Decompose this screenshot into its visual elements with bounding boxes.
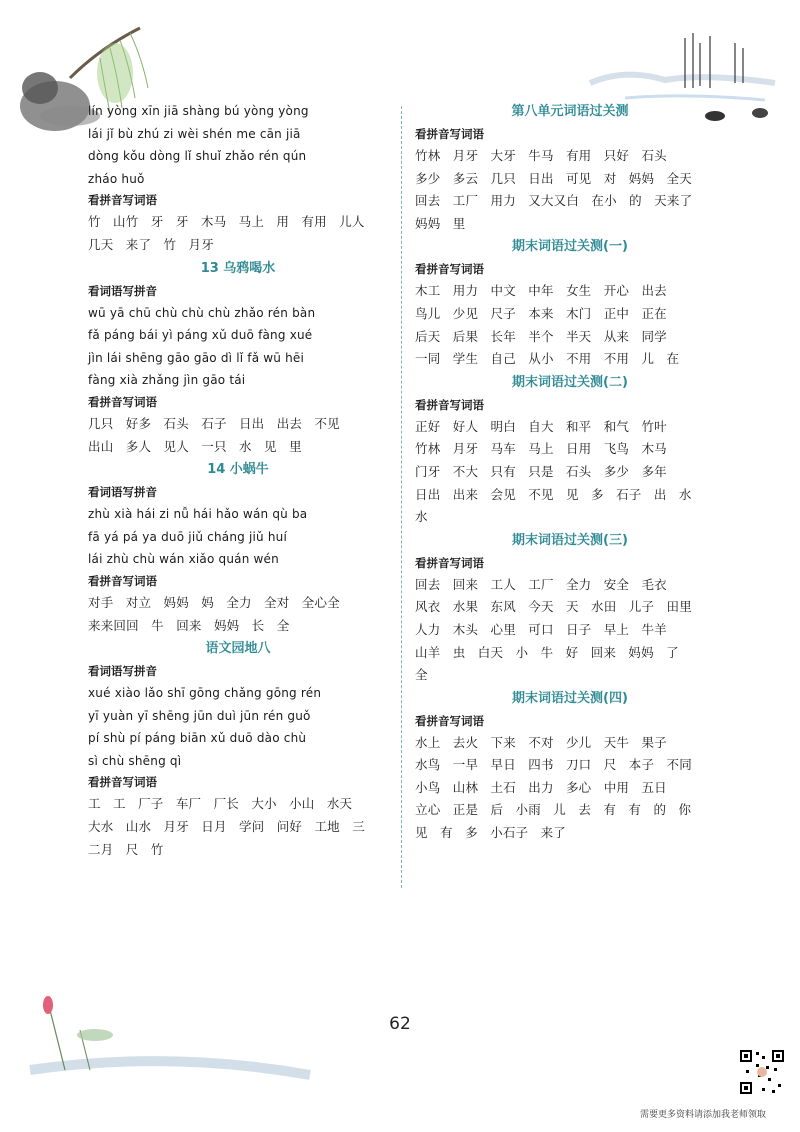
right-column — [415, 100, 725, 845]
section-title: 期末词语过关测(二) — [512, 374, 628, 390]
pinyin-line: fā yá pá ya duō jiǔ cháng jiǔ huí — [88, 529, 288, 544]
section-title: 期末词语过关测(一) — [512, 239, 628, 255]
pinyin-line: xué xiào lǎo shī gōng chǎng gōng rén — [88, 686, 322, 701]
word-line: 立心 正是 后 小雨 儿 去 有 有 的 你 — [415, 802, 692, 818]
footer-note: 需要更多资料请添加我老师领取 — [639, 1110, 766, 1120]
word-line: 妈妈 里 — [415, 215, 466, 231]
word-line: 二月 尺 竹 — [88, 841, 164, 857]
pinyin-line: lái jǐ bù zhú zi wèi shén me cān jiā — [88, 126, 301, 141]
word-line: 木工 用力 中文 中年 女生 开心 出去 — [415, 283, 667, 299]
section-title: 期末词语过关测(三) — [512, 532, 628, 548]
exercise-label: 看拼音写词语 — [88, 394, 157, 409]
left-column — [88, 100, 388, 861]
pinyin-line: sì chù shēng qì — [88, 753, 182, 768]
word-line: 全 — [415, 667, 428, 683]
word-line: 竹林 月牙 大牙 牛马 有用 只好 石头 — [415, 148, 667, 163]
word-line: 回去 回来 工人 工厂 全力 安全 毛衣 — [415, 576, 667, 592]
word-line: 正好 好人 明白 自大 和平 和气 竹叶 — [415, 418, 667, 434]
word-line: 多少 多云 几只 日出 可见 对 妈妈 全天 — [415, 170, 692, 186]
word-line: 门牙 不大 只有 只是 石头 多少 多年 — [415, 463, 667, 479]
pinyin-line: yī yuàn yī shēng jūn duì jūn rén guǒ — [88, 708, 311, 723]
word-line: 出山 多人 见人 一只 水 见 里 — [88, 438, 302, 454]
section-title: 13 乌鸦喝水 — [200, 260, 276, 276]
pinyin-line: jìn lái shēng gāo gāo dì lǐ fǎ wū hēi — [88, 350, 305, 365]
exercise-label: 看拼音写词语 — [415, 262, 484, 277]
pinyin-line: zháo huǒ — [88, 171, 145, 186]
pinyin-line: fàng xià zhǎng jìn gāo tái — [88, 373, 246, 388]
pinyin-line: fǎ páng bái yì páng xǔ duō fàng xué — [88, 328, 313, 343]
exercise-label: 看词语写拼音 — [88, 485, 157, 500]
word-line: 大水 山水 月牙 日月 学问 问好 工地 三 — [88, 819, 365, 835]
pinyin-line: dòng kǒu dòng lǐ shuǐ zhǎo rén qún — [88, 149, 307, 164]
word-line: 水 — [415, 509, 428, 525]
word-line: 鸟儿 少见 尺子 本来 木门 正中 正在 — [415, 305, 667, 321]
qr-code-icon — [738, 1048, 786, 1096]
word-line: 几只 好多 石头 石子 日出 出去 不见 — [88, 415, 340, 431]
pinyin-line: lín yòng xīn jiā shàng bú yòng yòng — [88, 104, 309, 118]
word-line: 人力 木头 心里 可口 日子 早上 牛羊 — [415, 621, 667, 637]
word-line: 对手 对立 妈妈 妈 全力 全对 全心全 — [88, 594, 340, 610]
word-line: 一同 学生 自己 从小 不用 不用 儿 在 — [415, 351, 680, 367]
word-line: 水上 去火 下来 不对 少儿 天牛 果子 — [415, 734, 667, 750]
exercise-label: 看拼音写词语 — [88, 193, 157, 208]
section-title: 第八单元词语过关测 — [511, 104, 629, 119]
word-line: 水鸟 一早 早日 四书 刀口 尺 本子 不同 — [415, 757, 692, 773]
word-line: 竹林 月牙 马车 马上 日用 飞鸟 木马 — [415, 441, 667, 457]
word-line: 风衣 水果 东风 今天 天 水田 儿子 田里 — [415, 599, 692, 615]
exercise-label: 看拼音写词语 — [415, 127, 484, 141]
section-title: 语文园地八 — [205, 641, 271, 657]
word-line: 后天 后果 长年 半个 半天 从来 同学 — [415, 328, 667, 344]
lotus-illustration — [20, 990, 320, 1090]
column-divider — [401, 106, 402, 888]
word-line: 小鸟 山林 土石 出力 多心 中用 五日 — [415, 779, 667, 795]
word-line: 见 有 多 小石子 来了 — [415, 825, 566, 841]
section-title: 期末词语过关测(四) — [512, 690, 628, 706]
word-line: 竹 山竹 牙 牙 木马 马上 用 有用 儿人 — [88, 214, 365, 230]
word-line: 几天 来了 竹 月牙 — [88, 236, 214, 252]
section-title: 14 小蜗牛 — [207, 462, 269, 478]
exercise-label: 看拼音写词语 — [88, 573, 157, 588]
pinyin-line: pí shù pí páng biān xǔ duō dào chù — [88, 731, 307, 746]
word-line: 回去 工厂 用力 又大又白 在小 的 天来了 — [415, 193, 693, 209]
exercise-label: 看拼音写词语 — [415, 397, 484, 412]
exercise-label: 看拼音写词语 — [415, 555, 484, 570]
page-number: 62 — [389, 1014, 411, 1034]
exercise-label: 看词语写拼音 — [88, 283, 157, 298]
exercise-label: 看拼音写词语 — [88, 775, 157, 790]
word-line: 来来回回 牛 回来 妈妈 长 全 — [88, 617, 290, 633]
word-line: 山羊 虫 白天 小 牛 好 回来 妈妈 了 — [415, 644, 679, 660]
pinyin-line: wū yā chū chù chù chù zhǎo rén bàn — [88, 305, 316, 320]
exercise-label: 看词语写拼音 — [88, 664, 157, 679]
word-line: 工 工 厂子 车厂 厂长 大小 小山 水天 — [88, 796, 353, 812]
pinyin-line: lái zhù chù wán xiǎo quán wén — [88, 552, 279, 567]
word-line: 日出 出来 会见 不见 见 多 石子 出 水 — [415, 486, 692, 502]
exercise-label: 看拼音写词语 — [415, 713, 484, 728]
pinyin-line: zhù xià hái zi nǚ hái hǎo wán qù ba — [88, 507, 308, 522]
